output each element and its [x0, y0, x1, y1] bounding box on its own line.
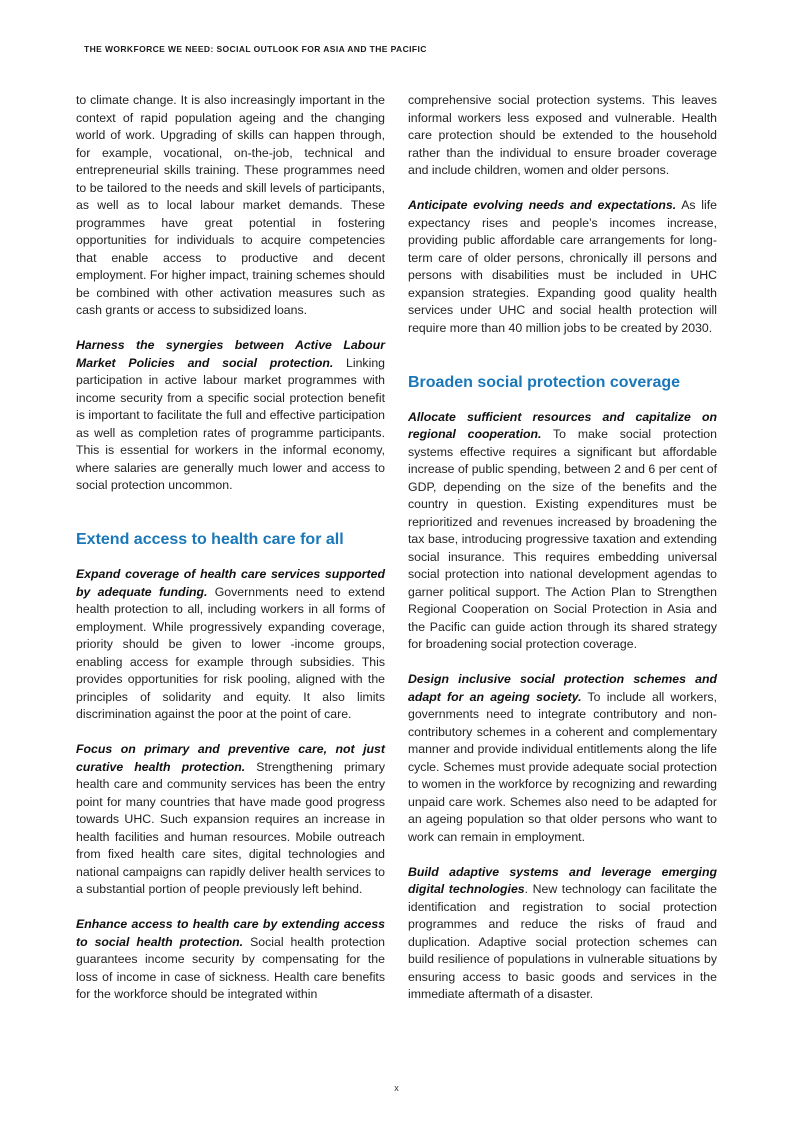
section-heading-social-protection: Broaden social protection coverage — [408, 373, 681, 391]
section-heading-health-care: Extend access to health care for all — [76, 531, 344, 548]
paragraph-body: . New technology can facilitate the identification and registration to social protection programmes and reduce the risks of fraud and duplication. Adaptive social protection schemes can build resilience of populations in vulnerable situations by ensuring access to basic goods and services in the immediate aftermath of a disaster. — [408, 882, 718, 1001]
body-paragraph — [76, 566, 385, 724]
right-column — [408, 92, 717, 1021]
paragraph-lead: Expand coverage of health care services supported by adequate funding. — [76, 567, 385, 599]
body-paragraph — [408, 409, 717, 654]
paragraph-lead: Focus on primary and preventive care, not just curative health protection. — [76, 742, 385, 774]
paragraph-body: To include all workers, governments need to integrate contributory and non-contributory schemes in a coherent and complementary manner and provide individual entitlements along the life cycle. Schemes must provide adequate social protection to women in the workforce by recognizing and rewarding unpaid care work. Schemes also need to be adapted for an ageing population so that older persons who want to work can remain in employment. — [408, 689, 717, 844]
page-number: x — [394, 1083, 399, 1093]
body-paragraph — [76, 916, 385, 1004]
paragraph-lead: Allocate sufficient resources and capitalize on regional cooperation. — [408, 409, 717, 441]
body-paragraph — [76, 741, 385, 899]
paragraph-lead: Design inclusive social protection schemes and adapt for an ageing society. — [408, 672, 717, 704]
body-paragraph: to climate change. It is also increasingly important in the context of rapid population ageing and the changing world of work. Upgrading of skills can happen through, for example, vocational, on-the-job, technical and entrepreneurial skills training. These programmes need to be tailored to the needs and skill levels of participants, as well as to local labour market demands. These programmes have great potential in fostering opportunities for individuals to acquire competencies that enable access to productive and decent employment. For higher impact, training schemes should be combined with other activation measures such as cash grants or access to subsidized loans. — [76, 93, 385, 317]
paragraph-lead: Build adaptive systems and leverage emerging digital technologies — [408, 864, 717, 896]
paragraph-lead: Anticipate evolving needs and expectations. — [408, 198, 677, 212]
running-title: THE WORKFORCE WE NEED: SOCIAL OUTLOOK FOR ASIA AND THE PACIFIC — [84, 44, 427, 54]
paragraph-body: Social health protection guarantees income security by compensating for the loss of income in case of sickness. Health care benefits for the workforce should be integrated within — [76, 934, 385, 1001]
body-paragraph — [408, 671, 717, 846]
body-paragraph — [408, 864, 717, 1004]
paragraph-body: As life expectancy rises and people’s incomes increase, providing public affordable care arrangements for long-term care of older persons, chronically ill persons and persons with disabilities must be included in UHC expansion strategies. Expanding good quality health services under UHC and social health protection will require more than 40 million jobs to be created by 2030. — [408, 198, 717, 335]
paragraph-body: Governments need to extend health protection to all, including workers in all forms of employment. While progressively expanding coverage, priority should be given to lower -income groups, enabling access for example through subsidies. This provides opportunities for risk pooling, aligned with the principles of solidarity and equity. It also limits discrimination against the poor at the point of care. — [76, 584, 385, 721]
body-paragraph — [76, 337, 385, 495]
paragraph-body: Strengthening primary health care and community services has been the entry point for many countries that have made good progress towards UHC. Such expansion requires an increase in health facilities and human resources. Mobile outreach from fixed health care sites, digital technologies and national campaigns can rapidly deliver health services to a substantial portion of people previously left behind. — [76, 759, 385, 896]
paragraph-lead: Enhance access to health care by extending access to social health protection. — [76, 917, 385, 949]
body-paragraph — [408, 197, 717, 337]
paragraph-lead: Harness the synergies between Active Labour Market Policies and social protection. — [76, 338, 385, 370]
body-paragraph: comprehensive social protection systems. This leaves informal workers less exposed and vulnerable. Health care protection should be extended to the household rather than the individual to ensure broader coverage and include children, women and older persons. — [408, 93, 717, 177]
left-column — [76, 92, 385, 1021]
paragraph-body: Linking participation in active labour market programmes with income security from a specific social protection benefit is important to facilitate the full and effective participation as well as completion rates of programme participants. This is essential for workers in the informal economy, where salaries are generally much lower and access to social protection uncommon. — [76, 355, 385, 492]
paragraph-body: To make social protection systems effective requires a significant but affordable increase of public spending, between 2 and 6 per cent of GDP, depending on the size of the benefits and the country in question. Existing expenditures must be reprioritized and revenues increased by broadening the tax base, introducing progressive taxation and extending social insurance. This requires embedding universal social protection into national development agendas to garner political support. The Action Plan to Strengthen Regional Cooperation on Social Protection in Asia and the Pacific can guide action through its shared strategy for broadening social protection coverage. — [408, 427, 717, 651]
